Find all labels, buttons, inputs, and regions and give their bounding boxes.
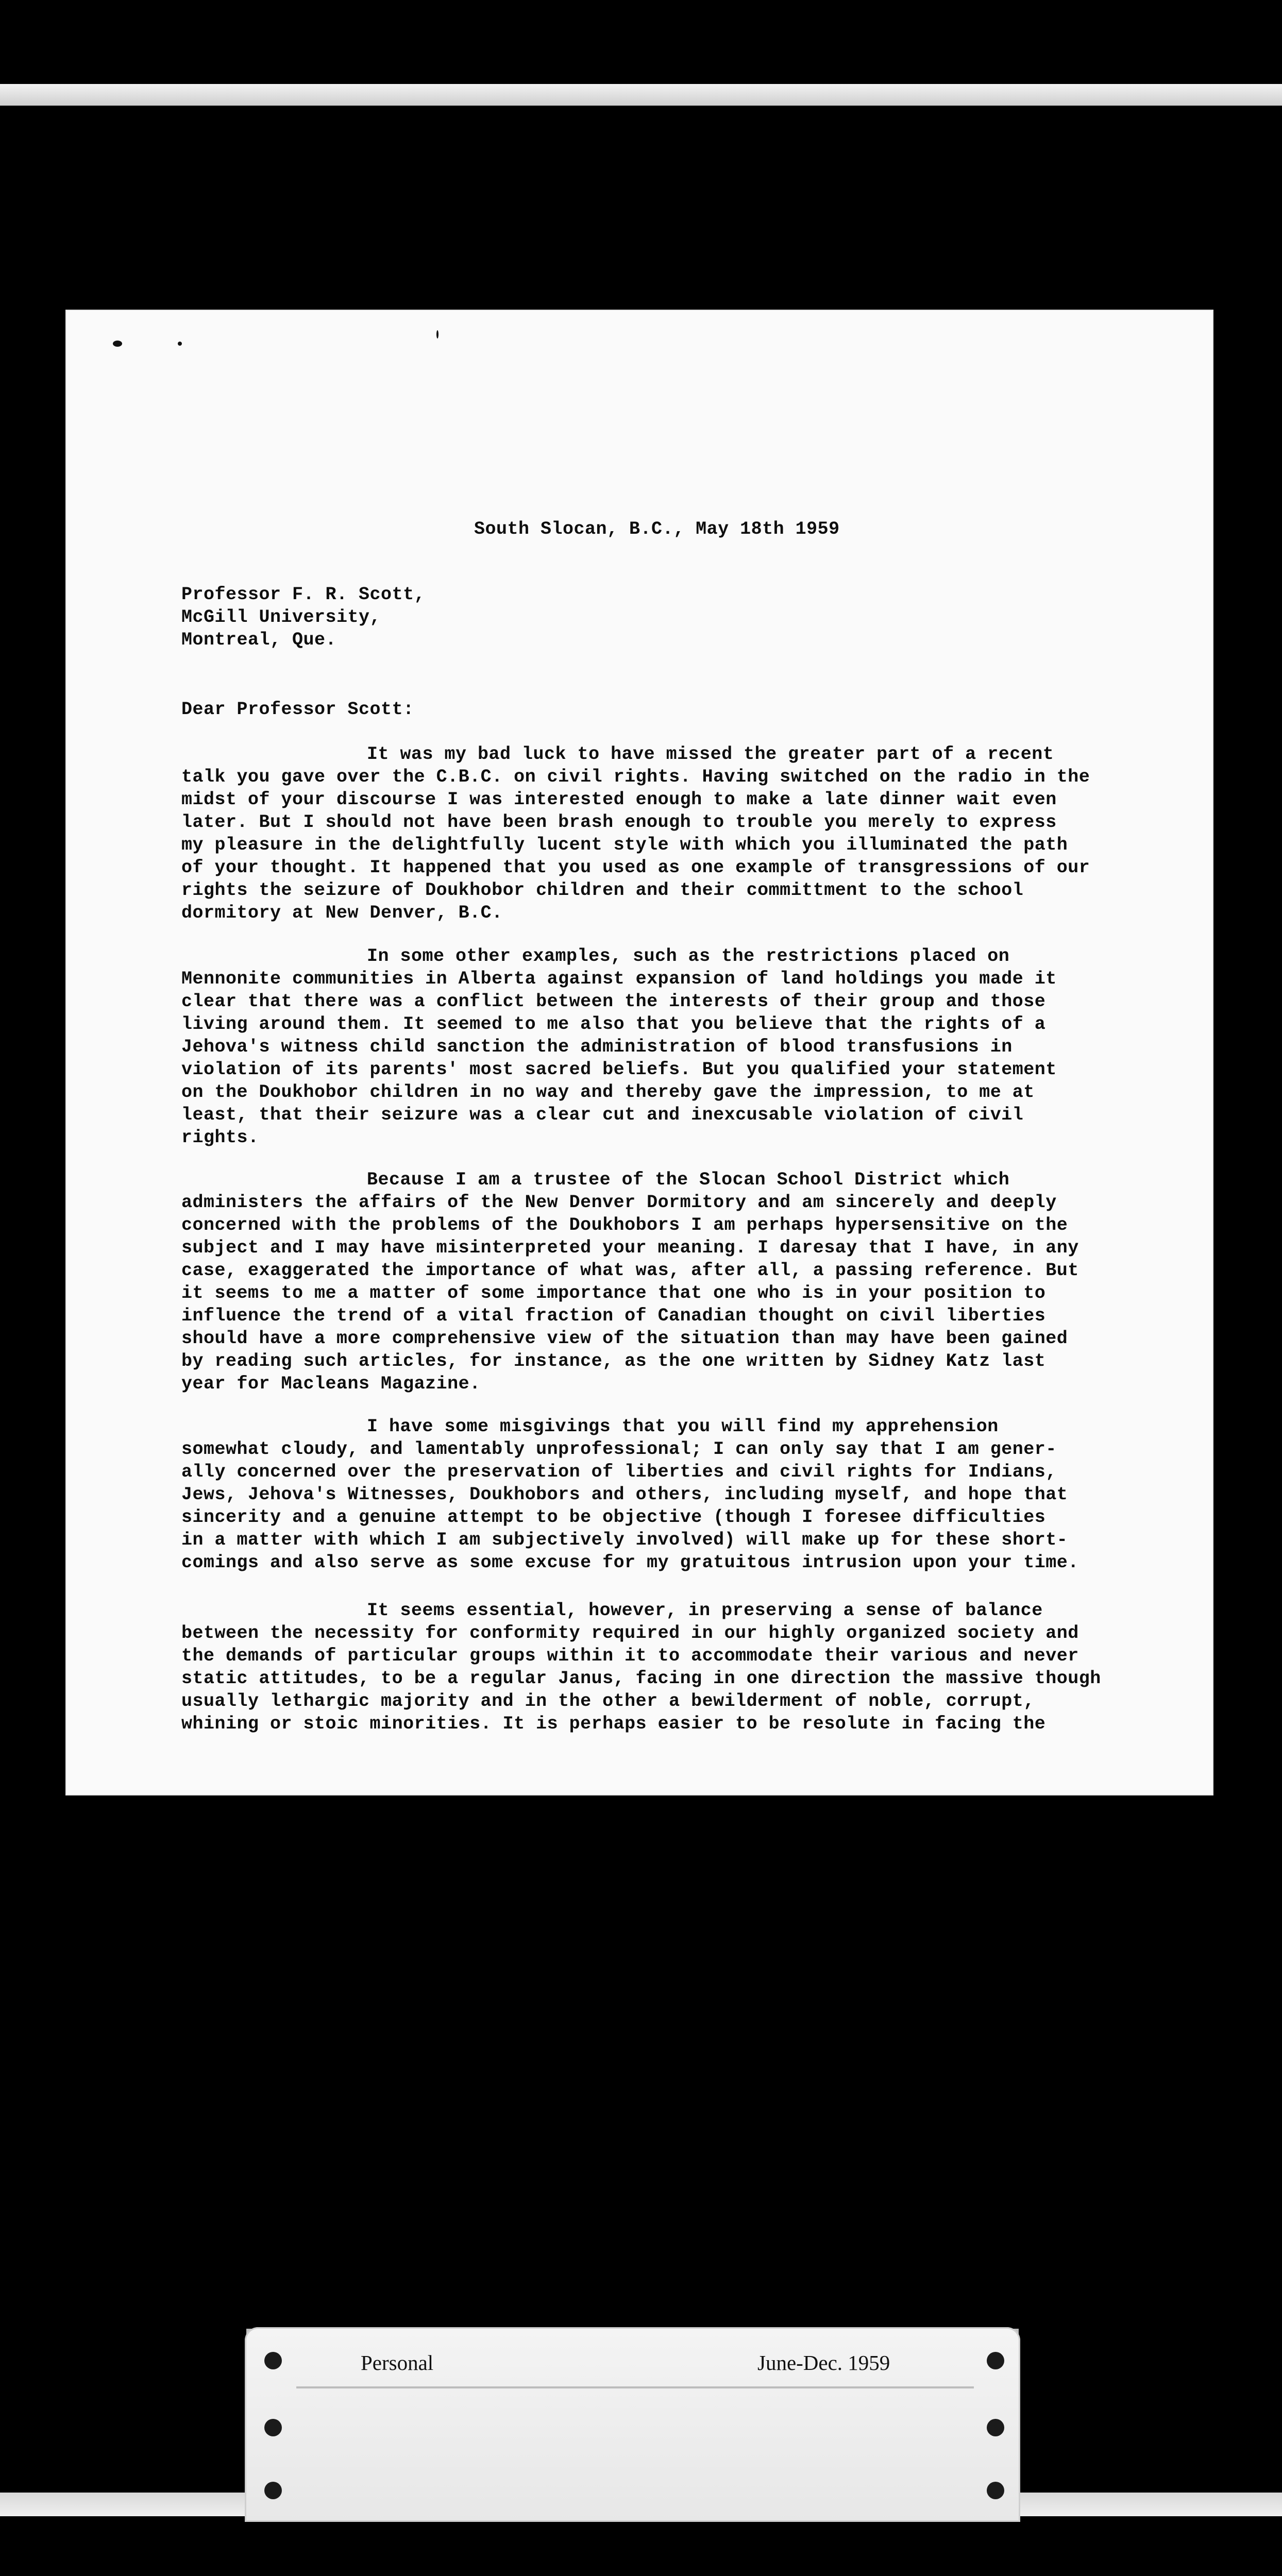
paragraph-line: subject and I may have misinterpreted your meaning. I daresay that I have, in any: [181, 1238, 1079, 1258]
paragraph-line: Jehova's witness child sanction the administration of blood transfusions in: [181, 1037, 1013, 1057]
paragraph-line: whining or stoic minorities. It is perhaps easier to be resolute in facing the: [181, 1714, 1046, 1734]
paragraph-line: usually lethargic majority and in the other a bewilderment of noble, corrupt,: [181, 1691, 1035, 1711]
paragraph-line: on the Doukhobor children in no way and thereby gave the impression, to me at: [181, 1082, 1035, 1103]
paragraph-line: rights the seizure of Doukhobor children and their committment to the school: [181, 880, 1024, 901]
paragraph-line: influence the trend of a vital fraction of Canadian thought on civil liberties: [181, 1306, 1046, 1326]
address-line: McGill University,: [181, 607, 381, 628]
paragraph-line: midst of your discourse I was interested enough to make a late dinner wait even: [181, 789, 1057, 810]
paragraph-line: by reading such articles, for instance, as the one written by Sidney Katz last: [181, 1351, 1046, 1371]
folder-label-dates: June-Dec. 1959: [757, 2351, 890, 2375]
paragraph-line: administers the affairs of the New Denver Dormitory and am sincerely and deeply: [181, 1192, 1057, 1213]
ink-speck: [178, 342, 182, 346]
paragraph-line: I have some misgivings that you will find my apprehension: [367, 1416, 999, 1437]
letter-page: [65, 310, 1213, 1795]
film-strip-top: [0, 84, 1282, 106]
punch-hole: [264, 2419, 282, 2436]
paragraph-line: static attitudes, to be a regular Janus, facing in one direction the massive though: [181, 1668, 1101, 1689]
paragraph-line: the demands of particular groups within it to accommodate their various and never: [181, 1646, 1079, 1666]
paragraph-line: dormitory at New Denver, B.C.: [181, 903, 503, 923]
paragraph-line: should have a more comprehensive view of the situation than may have been gained: [181, 1328, 1068, 1349]
punch-hole: [264, 2482, 282, 2499]
punch-hole: [987, 2482, 1004, 2499]
paragraph-line: living around them. It seemed to me also that you believe that the rights of a: [181, 1014, 1046, 1035]
paragraph-line: of your thought. It happened that you used as one example of transgressions of our: [181, 857, 1090, 878]
punch-hole: [264, 2352, 282, 2369]
paragraph-line: comings and also serve as some excuse for my gratuitous intrusion upon your time.: [181, 1552, 1079, 1573]
paragraph-line: Mennonite communities in Alberta against expansion of land holdings you made it: [181, 969, 1057, 989]
ink-speck: [436, 330, 438, 338]
paragraph-line: It was my bad luck to have missed the greater part of a recent: [367, 744, 1054, 765]
paragraph-line: concerned with the problems of the Doukhobors I am perhaps hypersensitive on the: [181, 1215, 1068, 1235]
paragraph-line: violation of its parents' most sacred beliefs. But you qualified your statement: [181, 1059, 1057, 1080]
folder-inner-panel: [296, 2386, 974, 2522]
address-line: Professor F. R. Scott,: [181, 584, 426, 605]
paragraph-line: Jews, Jehova's Witnesses, Doukhobors and others, including myself, and hope that: [181, 1484, 1068, 1505]
paragraph-line: somewhat cloudy, and lamentably unprofessional; I can only say that I am gener-: [181, 1439, 1057, 1460]
paragraph-line: clear that there was a conflict between the interests of their group and those: [181, 991, 1046, 1012]
paragraph-line: between the necessity for conformity required in our highly organized society and: [181, 1623, 1079, 1643]
paragraph-line: it seems to me a matter of some importance that one who is in your position to: [181, 1283, 1046, 1303]
address-line: Montreal, Que.: [181, 630, 337, 650]
paragraph-line: ally concerned over the preservation of liberties and civil rights for Indians,: [181, 1462, 1057, 1482]
paragraph-line: It seems essential, however, in preserving a sense of balance: [367, 1600, 1043, 1621]
paragraph-line: sincerity and a genuine attempt to be objective (though I foresee difficulties: [181, 1507, 1046, 1528]
punch-hole: [987, 2352, 1004, 2369]
ink-speck: [113, 341, 122, 347]
folder-label-personal: Personal: [361, 2351, 434, 2375]
paragraph-line: Because I am a trustee of the Slocan School District which: [367, 1170, 1010, 1190]
dateline: South Slocan, B.C., May 18th 1959: [474, 519, 840, 539]
salutation: Dear Professor Scott:: [181, 699, 414, 720]
paragraph-line: talk you gave over the C.B.C. on civil rights. Having switched on the radio in the: [181, 767, 1090, 787]
paragraph-line: later. But I should not have been brash enough to trouble you merely to express: [181, 812, 1057, 833]
paragraph-line: case, exaggerated the importance of what was, after all, a passing reference. But: [181, 1260, 1079, 1281]
paragraph-line: year for Macleans Magazine.: [181, 1374, 481, 1394]
paragraph-line: In some other examples, such as the restrictions placed on: [367, 946, 1010, 967]
paragraph-line: my pleasure in the delightfully lucent style with which you illuminated the path: [181, 835, 1068, 855]
paragraph-line: least, that their seizure was a clear cut and inexcusable violation of civil: [181, 1105, 1024, 1125]
punch-hole: [987, 2419, 1004, 2436]
folder-tab: [245, 2327, 1020, 2522]
paragraph-line: in a matter with which I am subjectively involved) will make up for these short-: [181, 1530, 1068, 1550]
paragraph-line: rights.: [181, 1127, 259, 1148]
